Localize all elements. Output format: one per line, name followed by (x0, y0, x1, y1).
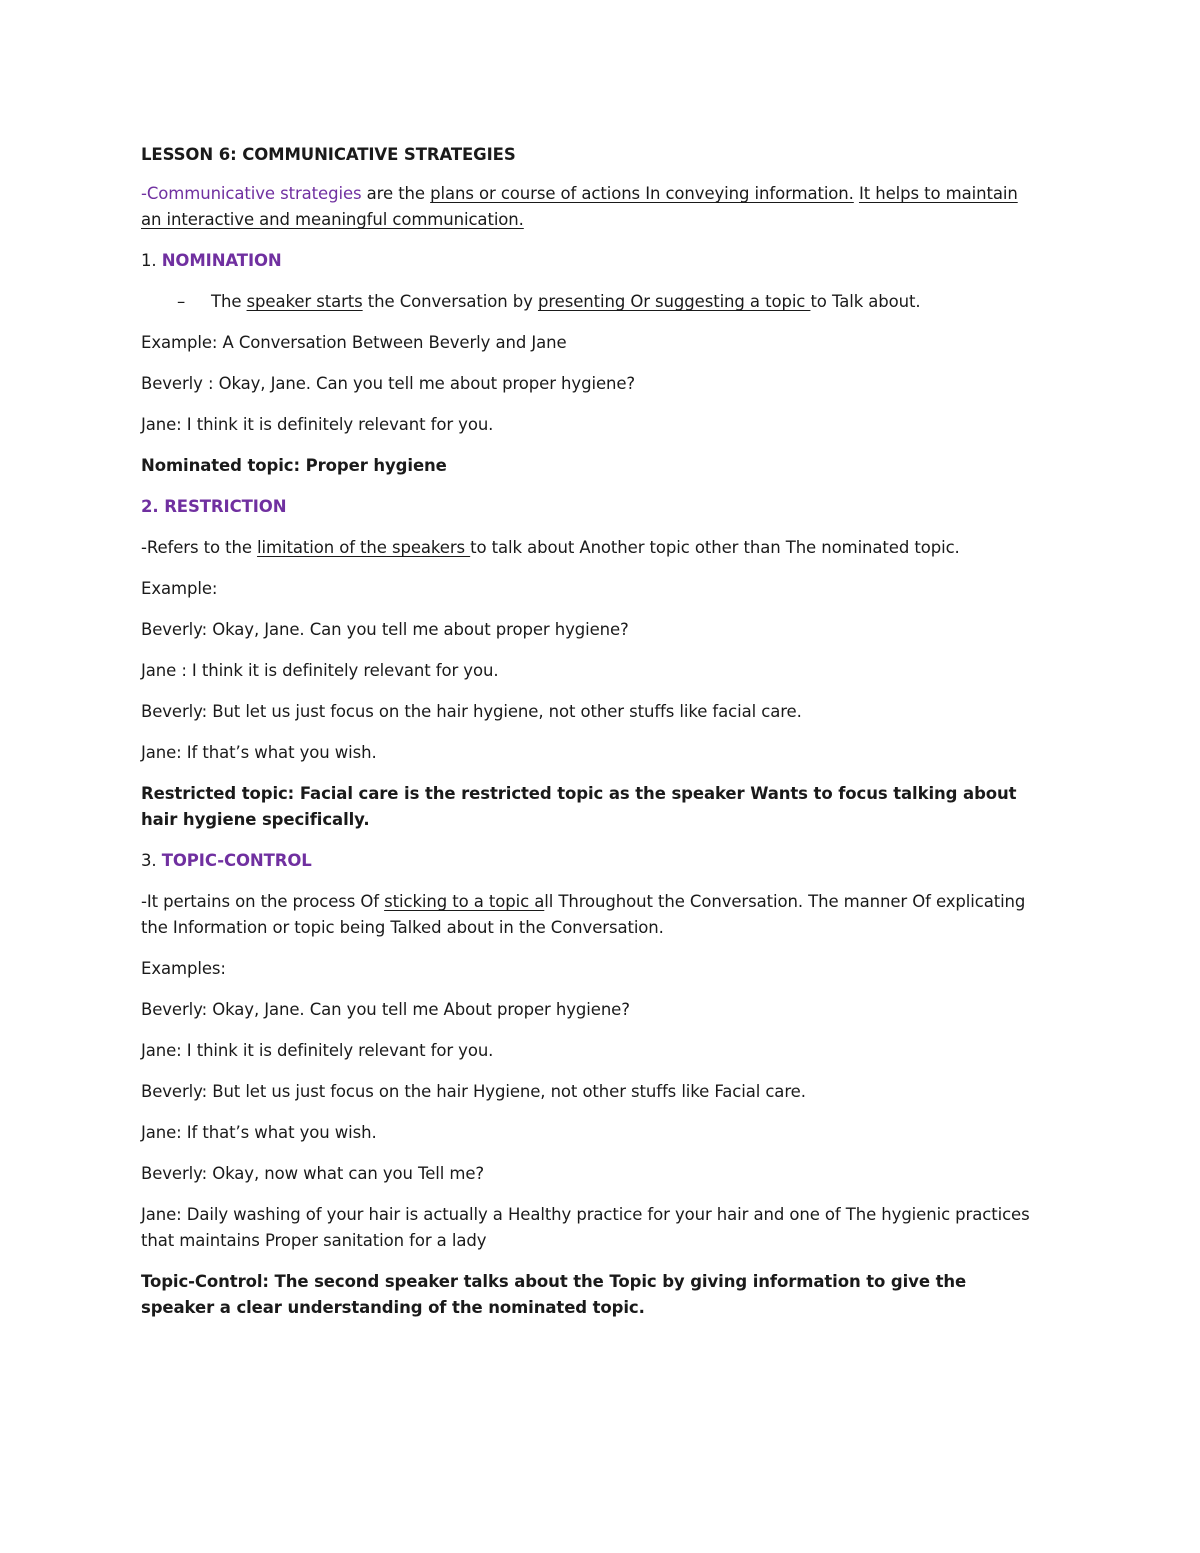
topic-control-summary: Topic-Control: The second speaker talks about the Topic by giving information to give the speaker a clear understanding of the nominated topic. (141, 1272, 967, 1317)
topic-control-definition (141, 889, 1041, 941)
lesson-title: LESSON 6: COMMUNICATIVE STRATEGIES (141, 145, 516, 164)
dialogue-line: Jane: Daily washing of your hair is actually a Healthy practice for your hair and one of The hygienic practices that maintains Proper sanitation for a lady (141, 1205, 1030, 1250)
intro-dash: - (141, 184, 147, 203)
nomination-heading (141, 248, 1041, 274)
topic-control-number: 3. (141, 851, 162, 870)
intro-underline-1: plans or course of actions In conveying information. (430, 184, 854, 203)
nomination-bullet-text-2: the Conversation by (362, 292, 538, 311)
nomination-bullet-text-3: to Talk about. (810, 292, 921, 311)
restriction-example-label: Example: (141, 579, 218, 598)
dialogue-line: Jane : I think it is definitely relevant for you. (141, 661, 499, 680)
nomination-summary: Nominated topic: Proper hygiene (141, 456, 447, 475)
dialogue-line: Beverly: Okay, Jane. Can you tell me About proper hygiene? (141, 1000, 630, 1019)
nomination-number: 1. (141, 251, 162, 270)
dialogue-line: Beverly: But let us just focus on the hair hygiene, not other stuffs like facial care. (141, 702, 802, 721)
dialogue-line: Beverly: But let us just focus on the hair Hygiene, not other stuffs like Facial care. (141, 1082, 806, 1101)
topic-control-title: TOPIC-CONTROL (161, 851, 312, 870)
restriction-title: RESTRICTION (164, 497, 287, 516)
bullet-dash: – (177, 292, 186, 311)
dialogue-line: Jane: I think it is definitely relevant for you. (141, 415, 494, 434)
dialogue-line: Jane: If that’s what you wish. (141, 743, 377, 762)
topic-control-heading (141, 848, 1041, 874)
restriction-def-underline: limitation of the speakers (257, 538, 471, 557)
nomination-title: NOMINATION (161, 251, 282, 270)
restriction-def-text-1: -Refers to the (141, 538, 258, 557)
topic-control-example-label: Examples: (141, 959, 226, 978)
dialogue-line: Jane: If that’s what you wish. (141, 1123, 377, 1142)
nomination-example-label: Example: A Conversation Between Beverly and Jane (141, 333, 567, 352)
dialogue-line: Jane: I think it is definitely relevant for you. (141, 1041, 494, 1060)
intro-term: Communicative strategies (146, 184, 362, 203)
nomination-bullet-underline-2: presenting Or suggesting a topic (537, 292, 811, 311)
restriction-def-text-2: to talk about Another topic other than The nominated topic. (470, 538, 960, 557)
document-body (141, 142, 1041, 1336)
dialogue-line: Beverly: Okay, Jane. Can you tell me about proper hygiene? (141, 620, 629, 639)
restriction-number: 2. (141, 497, 165, 516)
topic-control-def-text-1: -It pertains on the process Of (141, 892, 385, 911)
restriction-summary: Restricted topic: Facial care is the restricted topic as the speaker Wants to focus talking about hair hygiene specifically. (141, 784, 1017, 829)
intro-underline-2: It helps to maintain an interactive and meaningful communication. (141, 184, 1018, 229)
intro-paragraph (141, 181, 1041, 233)
restriction-heading (141, 494, 1041, 520)
nomination-bullet (141, 289, 1041, 315)
restriction-definition (141, 535, 1041, 561)
dialogue-line: Beverly: Okay, now what can you Tell me? (141, 1164, 485, 1183)
intro-text-1: are the (361, 184, 431, 203)
topic-control-def-text-2: ll Throughout the Conversation. The manner Of explicating the Information or topic being Talked about in the Conversation. (141, 892, 1026, 937)
nomination-bullet-underline-1: speaker starts (246, 292, 363, 311)
topic-control-def-underline: sticking to a topic a (384, 892, 545, 911)
nomination-bullet-text-1: The (211, 292, 247, 311)
dialogue-line: Beverly : Okay, Jane. Can you tell me about proper hygiene? (141, 374, 636, 393)
